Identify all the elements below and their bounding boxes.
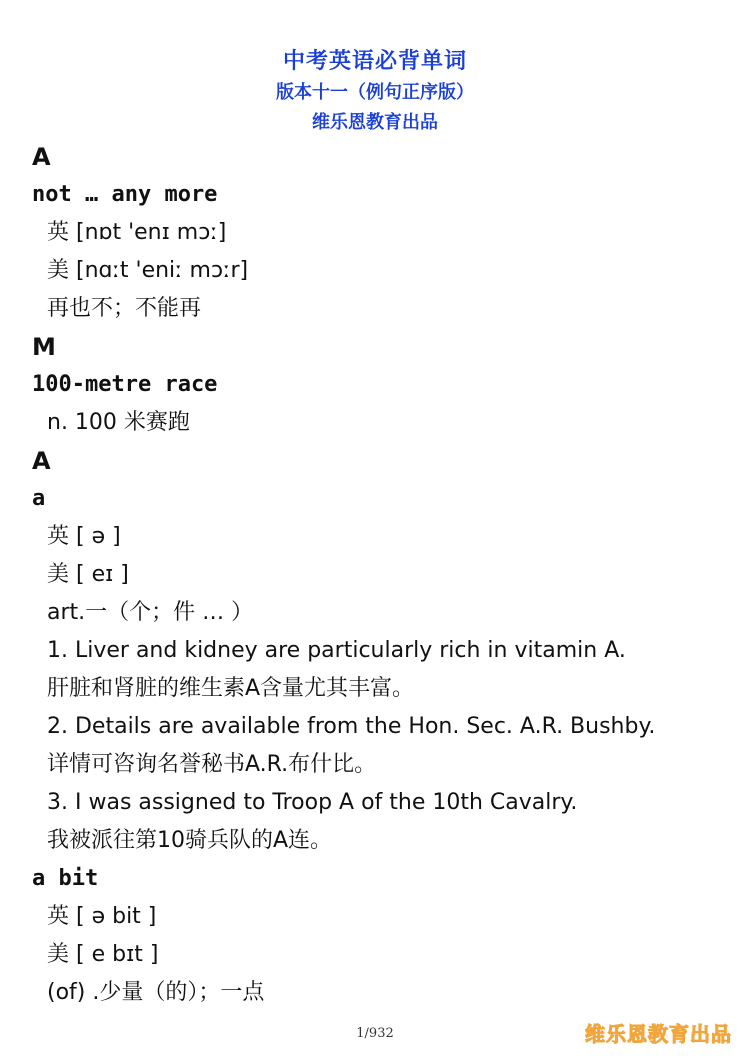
vocab-headword: a bit <box>32 866 99 891</box>
entry-line: 再也不；不能再 <box>47 296 202 321</box>
vocab-headword: 100-metre race <box>32 372 218 397</box>
entry-line: 1. Liver and kidney are particularly rich in vitamin A. <box>47 638 626 663</box>
publisher-line: 维乐恩教育出品 <box>312 112 438 133</box>
section-letter: M <box>32 333 56 361</box>
entry-line: art.一（个；件 … ） <box>47 600 254 625</box>
vocab-headword: a <box>32 486 46 511</box>
entry-line: 详情可咨询名誉秘书A.R.布什比。 <box>47 752 377 777</box>
entry-line: 美 [nɑːt 'eniː mɔːr] <box>47 258 249 283</box>
entry-line: n. 100 米赛跑 <box>47 410 190 435</box>
entry-line: (of) .少量（的）；一点 <box>47 980 265 1005</box>
section-letter: A <box>32 447 51 475</box>
document-title: 中考英语必背单词 <box>282 49 467 74</box>
entry-line: 2. Details are available from the Hon. Sec. A.R. Bushby. <box>47 714 656 739</box>
entry-line: 我被派往第10骑兵队的A连。 <box>47 828 333 853</box>
vocabulary-list <box>32 138 732 1012</box>
section-letter: A <box>32 143 51 171</box>
vocab-headword: not … any more <box>32 182 218 207</box>
entry-line: 3. I was assigned to Troop A of the 10th Cavalry. <box>47 790 578 815</box>
entry-line: 美 [ e bɪt ] <box>47 942 159 967</box>
entry-line: 肝脏和肾脏的维生素A含量尤其丰富。 <box>47 676 415 701</box>
entry-line: 美 [ eɪ ] <box>47 562 129 587</box>
publisher-watermark: 维乐恩教育出品 <box>585 1022 732 1046</box>
entry-line: 英 [nɒt 'enɪ mɔː] <box>47 220 227 245</box>
document-subtitle: 版本十一（例句正序版） <box>276 82 474 103</box>
entry-line: 英 [ ə bit ] <box>47 904 157 929</box>
entry-line: 英 [ ə ] <box>47 524 121 549</box>
page-number: 1/932 <box>356 1026 394 1041</box>
